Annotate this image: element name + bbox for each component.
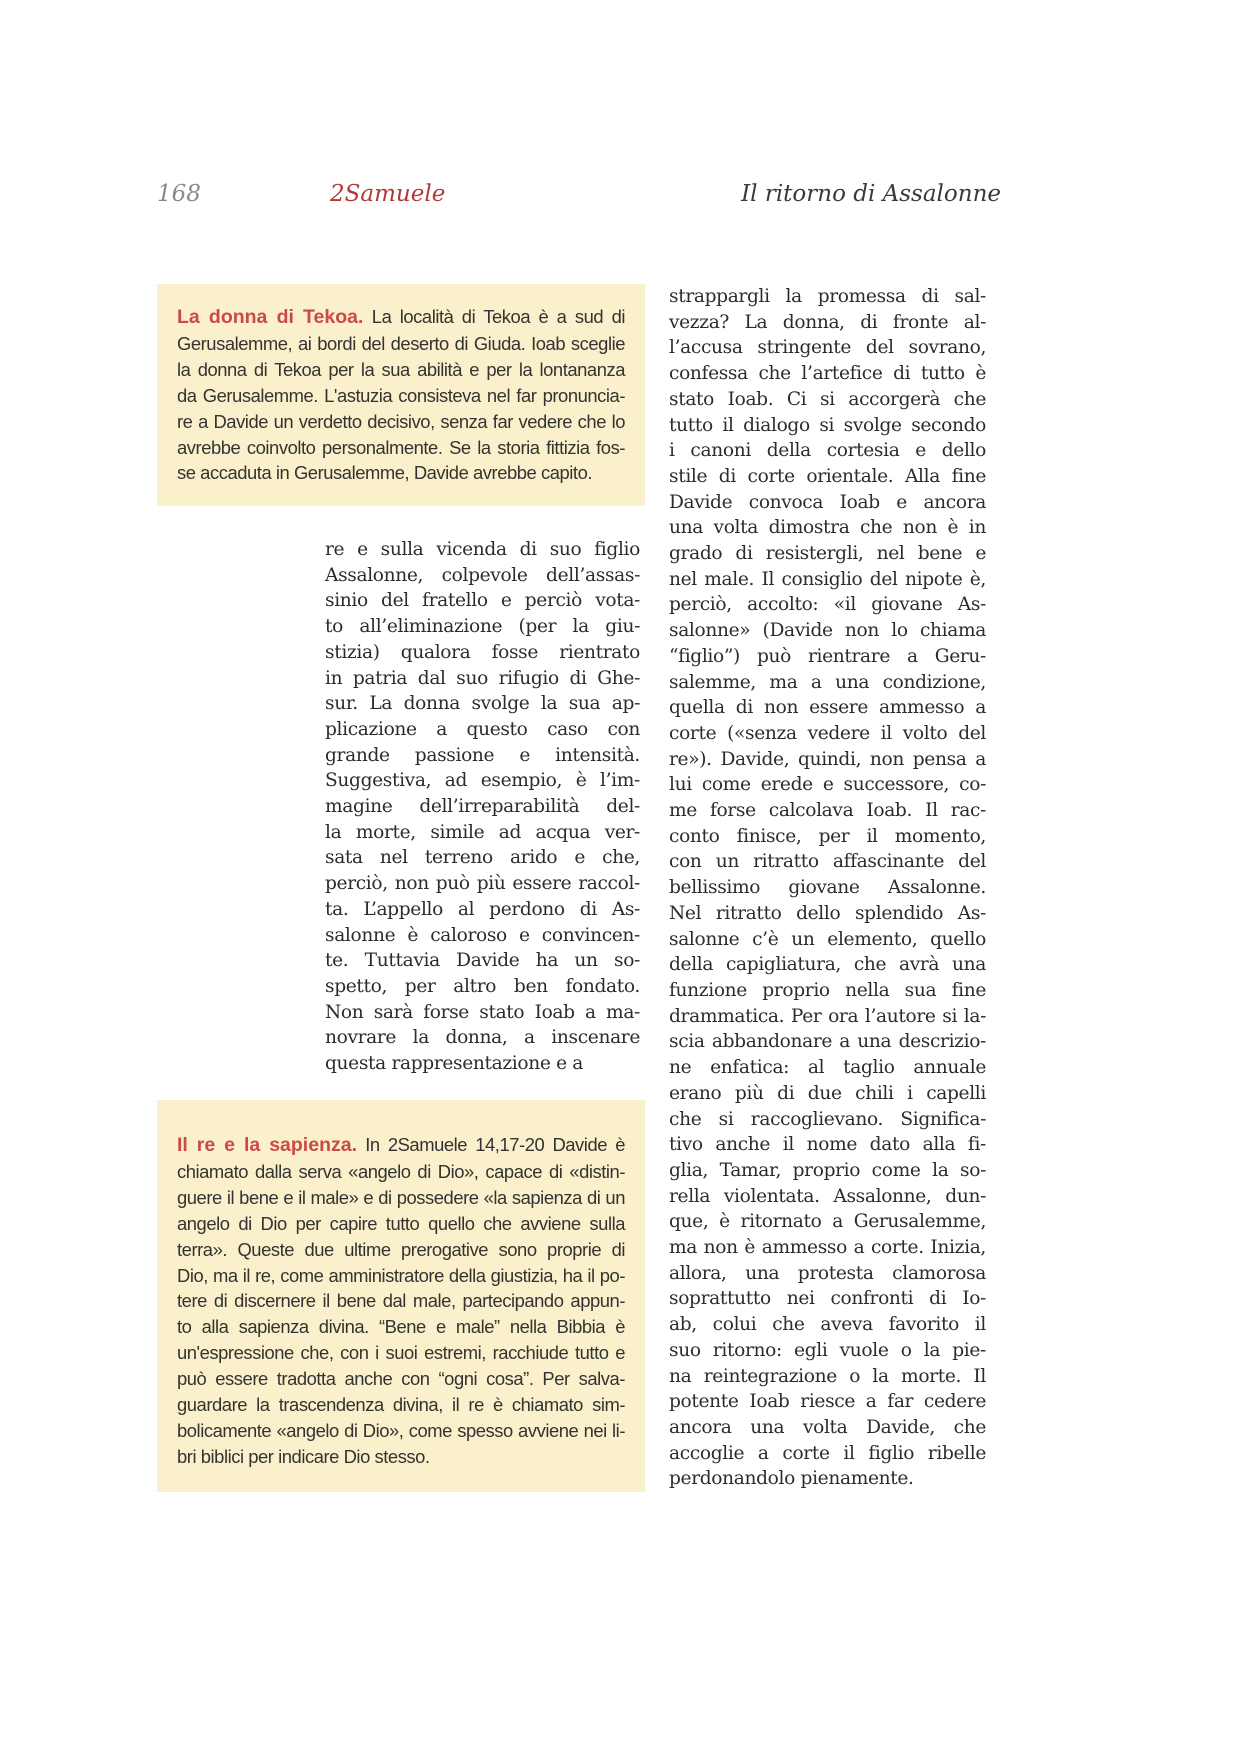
- main-text-middle-column: [325, 537, 640, 1077]
- sidebar-line: [177, 1340, 625, 1366]
- sidebar-line: [177, 1366, 625, 1392]
- text-line: quella di non essere ammesso a: [669, 697, 986, 719]
- sidebar-line-text: re a Davide un verdetto decisivo, senza far vedere che lo: [177, 410, 625, 432]
- text-line: me forse calcolava Ioab. Il rac-: [669, 800, 986, 822]
- text-line: funzione proprio nella sua fine: [669, 979, 986, 1001]
- text-line: stile di corte orientale. Alla fine: [669, 465, 986, 487]
- text-line: plicazione a questo caso con: [325, 718, 640, 740]
- sidebar-line: [177, 435, 625, 461]
- text-line: l’accusa stringente del sovrano,: [669, 337, 986, 359]
- running-head-book: 2Samuele: [330, 181, 446, 207]
- sidebar-line-text: la donna di Tekoa per la sua abilità e per la lontananza: [177, 358, 625, 380]
- text-line: ne enfatica: al taglio annuale: [669, 1057, 986, 1079]
- text-line: allora, una protesta clamorosa: [669, 1262, 986, 1284]
- text-line: stato Ioab. Ci si accorgerà che: [669, 388, 986, 410]
- page-number: 168: [157, 181, 201, 207]
- sidebar-line-text: In 2Samuele 14,17-20 Davide è: [365, 1134, 625, 1155]
- text-line: stizia) qualora fosse rientrato: [325, 641, 640, 663]
- sidebar-title: La donna di Tekoa.: [177, 306, 364, 328]
- text-line: strappargli la promessa di sal-: [669, 286, 986, 307]
- sidebar-box-text: [177, 304, 625, 486]
- text-line: che si raccoglievano. Significa-: [669, 1108, 986, 1130]
- sidebar-line: [177, 1132, 625, 1159]
- sidebar-line-text: guere il bene e il male» e di possedere «la sapienza di un: [177, 1186, 625, 1208]
- text-line: una volta dimostra che non è in: [669, 517, 986, 539]
- text-line: spetto, per altro ben fondato.: [325, 975, 640, 997]
- sidebar-line: [177, 1237, 625, 1263]
- text-line: salonne c’è un elemento, quello: [669, 928, 986, 950]
- text-line: salemme, ma a una condizione,: [669, 671, 986, 693]
- text-line: erano più di due chili i capelli: [669, 1082, 986, 1104]
- sidebar-line: [177, 1185, 625, 1211]
- sidebar-box-tekoa: [157, 284, 645, 506]
- text-line: sinio del fratello e perciò vota-: [325, 590, 640, 612]
- sidebar-line: [177, 1263, 625, 1289]
- sidebar-line: [177, 1211, 625, 1237]
- text-line: lui come erede e successore, co-: [669, 774, 986, 796]
- sidebar-line: [177, 331, 625, 357]
- sidebar-line: [177, 1418, 625, 1444]
- running-head-chapter: Il ritorno di Assalonne: [741, 181, 1001, 207]
- sidebar-line: [177, 304, 625, 331]
- sidebar-line: [177, 1159, 625, 1185]
- text-line: “figlio”) può rientrare a Geru-: [669, 645, 986, 667]
- sidebar-line-text: guardare la trascendenza divina, il re è chiamato sim-: [177, 1394, 625, 1416]
- text-line: tivo anche il nome dato alla fi-: [669, 1134, 986, 1156]
- sidebar-line-text: to alla sapienza divina. “Bene e male” nella Bibbia è: [177, 1316, 625, 1338]
- text-line: Suggestiva, ad esempio, è l’im-: [325, 770, 640, 792]
- text-line: in patria dal suo rifugio di Ghe-: [325, 667, 640, 689]
- text-line: que, è ritornato a Gerusalemme,: [669, 1211, 986, 1233]
- sidebar-line-text: terra». Queste due ultime prerogative sono proprie di: [177, 1238, 625, 1260]
- sidebar-line-text: La località di Tekoa è a sud di: [371, 306, 625, 327]
- text-line: drammatica. Per ora l’autore si la-: [669, 1005, 986, 1027]
- sidebar-line-text: Dio, ma il re, come amministratore della giustizia, ha il po-: [177, 1264, 625, 1286]
- text-line: magine dell’irreparabilità del-: [325, 796, 640, 818]
- sidebar-line: [177, 1288, 625, 1314]
- text-line: potente Ioab riesce a far cedere: [669, 1391, 986, 1413]
- text-line: nel male. Il consiglio del nipote è,: [669, 568, 986, 590]
- text-line: la morte, simile ad acqua ver-: [325, 821, 640, 843]
- text-line: perciò, accolto: «il giovane As-: [669, 594, 986, 616]
- sidebar-box-text: [177, 1132, 625, 1470]
- sidebar-line-text: Gerusalemme, ai bordi del deserto di Giuda. Ioab sceglie: [177, 332, 625, 354]
- sidebar-line-text: se accaduta in Gerusalemme, Davide avrebbe capito.: [177, 462, 593, 484]
- sidebar-line: [177, 460, 625, 486]
- text-line: re»). Davide, quindi, non pensa a: [669, 748, 986, 770]
- text-line: ma non è ammesso a corte. Inizia,: [669, 1237, 986, 1259]
- text-line: ancora una volta Davide, che: [669, 1416, 986, 1438]
- text-line: soprattutto nei confronti di Io-: [669, 1288, 986, 1310]
- text-line: rella violentata. Assalonne, dun-: [669, 1185, 986, 1207]
- sidebar-line-text: da Gerusalemme. L'astuzia consisteva nel far pronuncia-: [177, 384, 625, 406]
- text-line: salonne» (Davide non lo chiama: [669, 620, 986, 642]
- sidebar-line-text: chiamato dalla serva «angelo di Dio», capace di «distin-: [177, 1160, 625, 1182]
- text-line: sur. La donna svolge la sua ap-: [325, 693, 640, 715]
- text-line: i canoni della cortesia e dello: [669, 440, 986, 462]
- text-line: glia, Tamar, proprio come la so-: [669, 1159, 986, 1181]
- text-line: Nel ritratto dello splendido As-: [669, 902, 986, 924]
- text-line: corte («senza vedere il volto del: [669, 722, 986, 744]
- sidebar-line-text: angelo di Dio per capire tutto quello che avviene sulla: [177, 1212, 625, 1234]
- text-line: tutto il dialogo si svolge secondo: [669, 414, 986, 436]
- text-line: accoglie a corte il figlio ribelle: [669, 1442, 986, 1464]
- text-line: Davide convoca Ioab e ancora: [669, 491, 986, 513]
- sidebar-line-text: un'espressione che, con i suoi estremi, racchiude tutto e: [177, 1342, 625, 1364]
- text-line: perciò, non può più essere raccol-: [325, 873, 640, 895]
- text-line: Non sarà forse stato Ioab a ma-: [325, 1001, 640, 1023]
- text-line: sata nel terreno arido e che,: [325, 847, 640, 869]
- text-line: to all’eliminazione (per la giu-: [325, 616, 640, 638]
- text-line: suo ritorno: egli vuole o la pie-: [669, 1339, 986, 1361]
- text-line: Assalonne, colpevole dell’assas-: [325, 564, 640, 586]
- sidebar-line: [177, 357, 625, 383]
- text-line: grado di resistergli, nel bene e: [669, 543, 986, 565]
- sidebar-box-sapienza: [157, 1100, 645, 1492]
- text-line: salonne è caloroso e convincen-: [325, 924, 640, 946]
- sidebar-line: [177, 1314, 625, 1340]
- text-line: con un ritratto affascinante del: [669, 851, 986, 873]
- text-line: ta. L’appello al perdono di As-: [325, 898, 640, 920]
- text-line: questa rappresentazione e a: [325, 1053, 584, 1075]
- text-line: perdonandolo pienamente.: [669, 1468, 914, 1490]
- sidebar-line: [177, 1392, 625, 1418]
- text-line: te. Tuttavia Davide ha un so-: [325, 950, 640, 972]
- text-line: della capigliatura, che avrà una: [669, 954, 986, 976]
- text-line: novrare la donna, a inscenare: [325, 1027, 640, 1049]
- text-line: confessa che l’artefice di tutto è: [669, 363, 986, 385]
- sidebar-line: [177, 1444, 625, 1470]
- sidebar-line-text: può essere tradotta anche con “ogni cosa”. Per salva-: [177, 1368, 625, 1390]
- sidebar-line-text: bri biblici per indicare Dio stesso.: [177, 1445, 430, 1467]
- sidebar-line-text: tere di discernere il bene dal male, partecipando appun-: [177, 1290, 625, 1312]
- text-line: grande passione e intensità.: [325, 744, 640, 766]
- text-line: na reintegrazione o la morte. Il: [669, 1365, 986, 1387]
- text-line: re e sulla vicenda di suo figlio: [325, 539, 640, 560]
- sidebar-line-text: bolicamente «angelo di Dio», come spesso avviene nei li-: [177, 1419, 625, 1441]
- text-line: vezza? La donna, di fronte al-: [669, 311, 986, 333]
- text-line: conto finisce, per il momento,: [669, 825, 986, 847]
- sidebar-line: [177, 383, 625, 409]
- sidebar-line: [177, 409, 625, 435]
- sidebar-line-text: avrebbe coinvolto personalmente. Se la storia fittizia fos-: [177, 436, 625, 458]
- text-line: bellissimo giovane Assalonne.: [669, 877, 986, 899]
- main-text-right-column: [669, 284, 986, 1492]
- text-line: scia abbandonare a una descrizio-: [669, 1031, 986, 1053]
- sidebar-title: Il re e la sapienza.: [177, 1134, 357, 1156]
- text-line: ab, colui che aveva favorito il: [669, 1314, 986, 1336]
